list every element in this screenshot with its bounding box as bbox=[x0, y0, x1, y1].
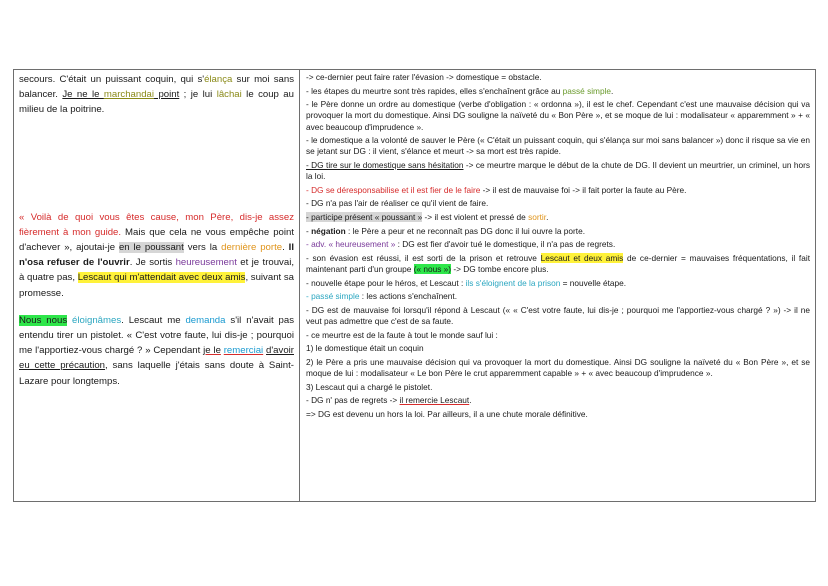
analysis-line: - ce meurtre est de la faute à tout le monde sauf lui : bbox=[306, 329, 498, 340]
analysis-line: - son évasion est réussi, il est sorti de la prison et retrouve Lescaut et deux amis de ce-dernier = mauvaises fréquentations, il fait maintenant parti d'un groupe (« nous ») -> DG tombe encore plus. bbox=[306, 252, 811, 274]
analysis-line: - les étapes du meurtre sont très rapides, elles s'enchaînent grâce au passé simple. bbox=[306, 85, 614, 96]
analysis-line: - passé simple : les actions s'enchaînent. bbox=[306, 291, 458, 302]
text-paragraph-3: Nous nous éloignâmes. Lescaut me demanda s'il n'avait pas entendu tirer un pistolet. « C'est votre faute, lui dis-je ; pourquoi me l'apportiez-vous chargé ? » Cependant je le remerciai d'avoir eu cette précaution, sans laquelle j'étais sans doute à Saint-Lazare pour longtemps. bbox=[19, 314, 295, 387]
analysis-line: - négation : le Père a peur et ne reconnaît pas DG donc il lui ouvre la porte. bbox=[306, 225, 586, 236]
spacer bbox=[19, 301, 294, 313]
text-paragraph-2: « Voilà de quoi vous êtes cause, mon Père, dis-je assez fièrement à mon guide. Mais que cela ne vous empêche point d'achever », ajoutai-je en le poussant vers la dernière porte. Il n'osa refuser de l'ouvrir. Je sortis heureusement et je trouvai, à quatre pas, Lescaut qui m'attendait avec deux amis, suivant sa promesse. bbox=[19, 211, 295, 299]
analysis-line: - le domestique a la volonté de sauver le Père (« C'était un puissant coquin, qui s'élança sur moi sans balancer ») donc il risque sa vie en se jetant sur DG : il vient, s'élance et meurt -> sa mort est très rapide. bbox=[306, 135, 810, 157]
analysis-column bbox=[300, 70, 815, 501]
analysis-line: - DG tire sur le domestique sans hésitation -> ce meurtre marque le début de la chute de DG. Il devient un meurtrier, un criminel, un hors la loi. bbox=[306, 159, 810, 182]
analysis-line: - nouvelle étape pour le héros, et Lescaut : ils s'éloignent de la prison = nouvelle étape. bbox=[306, 277, 627, 288]
analysis-line: - DG n' pas de regrets -> il remercie Lescaut. bbox=[306, 395, 472, 406]
text-column bbox=[14, 70, 300, 501]
analysis-line: -> ce-dernier peut faire rater l'évasion -> domestique = obstacle. bbox=[306, 72, 542, 82]
analysis-line: - DG est de mauvaise foi lorsqu'il répond à Lescaut (« « C'est votre faute, lui dis-je ; pourquoi me l'apportiez-vous chargé ? ») -> il ne veut pas admettre que c'est de sa faute. bbox=[306, 304, 810, 326]
spacer bbox=[19, 118, 294, 210]
analysis-line: - participe présent « poussant » -> il est violent et pressé de sortir. bbox=[306, 211, 549, 222]
analysis-line: - adv. « heureusement » : DG est fier d'avoir tué le domestique, il n'a pas de regrets. bbox=[306, 239, 616, 250]
analysis-line: - DG se déresponsabilise et il est fier de le faire -> il est de mauvaise foi -> il fait porter la faute au Père. bbox=[306, 184, 687, 195]
text-paragraph-1: secours. C'était un puissant coquin, qui s'élança sur moi sans balancer. Je ne le marchandai point ; je lui lâchai le coup au milieu de la poitrine. bbox=[19, 74, 294, 116]
analysis-line: 2) le Père a pris une mauvaise décision qui va provoquer la mort du domestique. Ainsi DG souligne la naïveté du « Bon Père », et se moque de lui : modalisateur « Le bon Père le crut apparemment capable » + « avec beaucoup d'imprudence ». bbox=[306, 356, 810, 378]
analysis-line: 1) le domestique était un coquin bbox=[306, 343, 424, 354]
analysis-table bbox=[13, 69, 816, 502]
analysis-line: 3) Lescaut qui a chargé le pistolet. bbox=[306, 381, 433, 392]
analysis-line: - DG n'a pas l'air de réaliser ce qu'il vient de faire. bbox=[306, 198, 489, 209]
analysis-line: - le Père donne un ordre au domestique (verbe d'obligation : « ordonna »), il est le chef. Cependant c'est une mauvaise décision qui va provoquer la mort du domestique. Ainsi DG souligne la naïveté du « Bon Père », et se moque de lui : modalisateur « apparemment » + « avec beaucoup d'imprudence ». bbox=[306, 99, 810, 132]
analysis-line: => DG est devenu un hors la loi. Par ailleurs, il a une chute morale définitive. bbox=[306, 408, 588, 419]
